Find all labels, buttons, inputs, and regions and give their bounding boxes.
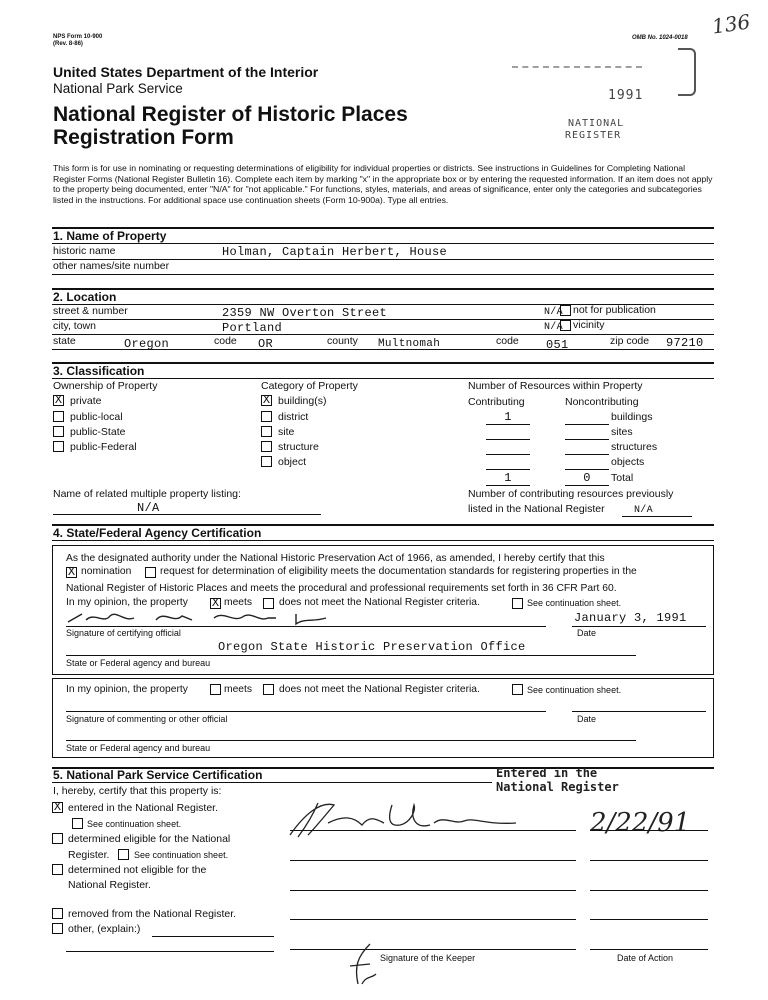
instructions-paragraph: This form is for use in nominating or requesting determinations of eligibility for individual properties or districts. See instructions in Guidelines for Completing National Register Forms (National Register Bulletin 16). Complete each item by marking "x" in the appropriate box or by entering the requested information. If an item does not apply to the property being documented, enter "N/A" for "not applicable." For functions, styles, materials, and areas of significance, enter only the categories and subcategories listed in the instructions. For additional space use continuation sheets (Form 10-900a). Type all entries.: [53, 163, 713, 206]
agency-label-2: State or Federal agency and bureau: [66, 743, 211, 753]
meets-label: meets: [224, 597, 253, 608]
contributing-buildings[interactable]: 1: [486, 410, 530, 425]
determined-not-eligible-checkbox[interactable]: [52, 864, 63, 875]
agency-value[interactable]: Oregon State Historic Preservation Office: [218, 640, 526, 654]
department-name: United States Department of the Interior: [53, 64, 319, 80]
keeper-initials: [340, 940, 380, 990]
category-heading: Category of Property: [261, 380, 358, 392]
not-for-publication-checkbox[interactable]: [560, 305, 571, 316]
ownership-public-local-checkbox[interactable]: [53, 411, 64, 422]
determined-not-eligible-label-1: determined not eligible for the: [68, 864, 207, 876]
see-continuation-label-4b: See continuation sheet.: [527, 685, 622, 695]
see-continuation-checkbox-4b[interactable]: [512, 684, 523, 695]
request-label: request for determination of eligibility meets the documentation standards for registering properties in the: [160, 566, 637, 577]
ownership-public-local-label: public-local: [70, 411, 123, 423]
form-number: NPS Form 10-900: [53, 34, 103, 40]
category-structure-checkbox[interactable]: [261, 441, 272, 452]
city-value[interactable]: Portland: [222, 321, 283, 335]
other-checkbox[interactable]: [52, 923, 63, 934]
opinion-label: In my opinion, the property: [66, 597, 188, 608]
noncontributing-heading: Noncontributing: [565, 396, 639, 408]
stamp-national: NATIONAL: [568, 118, 625, 129]
not-for-publication-label: not for publication: [573, 304, 656, 316]
opinion-label-2: In my opinion, the property: [66, 684, 188, 695]
determined-eligible-label-1: determined eligible for the National: [68, 833, 231, 845]
agency-label: State or Federal agency and bureau: [66, 658, 211, 668]
section-2-bar: [52, 288, 714, 305]
zip-value[interactable]: 97210: [666, 336, 704, 350]
previously-listed-label-2: listed in the National Register: [468, 503, 605, 515]
county-label: county: [327, 335, 358, 347]
determined-eligible-label-2: Register.: [68, 849, 110, 861]
street-value[interactable]: 2359 NW Overton Street: [222, 306, 388, 320]
county-code-value[interactable]: 051: [546, 338, 569, 352]
removed-checkbox[interactable]: [52, 908, 63, 919]
multiple-listing-label: Name of related multiple property listing:: [53, 488, 241, 500]
entered-checkbox[interactable]: X: [53, 800, 62, 814]
category-object-checkbox[interactable]: [261, 456, 272, 467]
previously-listed-value[interactable]: N/A: [622, 505, 692, 517]
date-of-action-label: Date of Action: [617, 953, 674, 963]
category-object-label: object: [278, 456, 307, 468]
ownership-private-label: private: [70, 395, 102, 407]
section-5-title: 5. National Park Service Certification: [53, 768, 263, 782]
res-row-total: Total: [611, 472, 634, 484]
commenting-signature-label: Signature of commenting or other official: [66, 714, 228, 724]
omb-number: OMB No. 1024-0018: [632, 35, 688, 41]
state-code-label: code: [214, 335, 237, 347]
multiple-listing-value[interactable]: N/A: [53, 501, 321, 515]
meets-checkbox-2[interactable]: [210, 684, 221, 695]
entered-continuation-checkbox[interactable]: [72, 818, 83, 829]
historic-name-value[interactable]: Holman, Captain Herbert, House: [222, 245, 448, 259]
historic-name-label: historic name: [53, 245, 116, 257]
removed-label: removed from the National Register.: [68, 908, 237, 920]
category-district-checkbox[interactable]: [261, 411, 272, 422]
ownership-public-federal-label: public-Federal: [70, 441, 137, 453]
meets-checkbox[interactable]: X: [211, 596, 220, 610]
other-label: other, (explain:): [68, 923, 141, 935]
res-row-sites: sites: [611, 426, 633, 438]
form-subtitle: Registration Form: [53, 126, 234, 149]
category-buildings-label: building(s): [278, 395, 327, 407]
does-not-meet-label: does not meet the National Register criteria.: [279, 597, 480, 608]
see-continuation-checkbox-4a[interactable]: [512, 598, 523, 609]
state-value[interactable]: Oregon: [124, 337, 170, 351]
stamp-year: 1991: [608, 88, 644, 103]
stamp-register: REGISTER: [565, 130, 622, 141]
county-value[interactable]: Multnomah: [378, 338, 441, 350]
county-code-label: code: [496, 335, 519, 347]
service-name: National Park Service: [53, 81, 183, 96]
vicinity-checkbox[interactable]: [560, 320, 571, 331]
vicinity-na: N/A: [544, 322, 563, 333]
section-2-title: 2. Location: [53, 290, 117, 304]
contributing-heading: Contributing: [468, 396, 525, 408]
ownership-public-state-label: public-State: [70, 426, 126, 438]
section-3-title: 3. Classification: [53, 364, 145, 378]
form-title: National Register of Historic Places: [53, 103, 408, 126]
certifying-signature-label: Signature of certifying official: [66, 628, 181, 638]
form-revision: (Rev. 8-86): [53, 41, 83, 47]
noncontributing-total[interactable]: 0: [565, 471, 609, 486]
ownership-private-checkbox[interactable]: X: [54, 393, 63, 407]
res-row-structures: structures: [611, 441, 658, 453]
certifying-date-value[interactable]: January 3, 1991: [574, 611, 687, 625]
determined-not-eligible-label-2: National Register.: [68, 879, 151, 891]
request-checkbox[interactable]: [145, 567, 156, 578]
entered-stamp-line2: National Register: [496, 780, 619, 794]
contributing-total[interactable]: 1: [486, 471, 530, 486]
determined-eligible-checkbox[interactable]: [52, 833, 63, 844]
does-not-meet-checkbox-2[interactable]: [263, 684, 274, 695]
ownership-heading: Ownership of Property: [53, 380, 158, 392]
section-4-title: 4. State/Federal Agency Certification: [53, 526, 262, 540]
city-label: city, town: [53, 320, 96, 332]
certifying-date-label: Date: [577, 628, 597, 638]
meets-label-2: meets: [224, 684, 253, 695]
other-names-label: other names/site number: [53, 260, 170, 272]
street-label: street & number: [53, 305, 128, 317]
section-3-bar: [52, 362, 714, 379]
nomination-checkbox[interactable]: X: [67, 565, 76, 579]
entered-stamp-line1: Entered in the: [496, 766, 598, 780]
state-code-value[interactable]: OR: [258, 337, 274, 351]
state-label: state: [53, 335, 76, 347]
res-row-buildings: buildings: [611, 411, 653, 423]
resources-heading: Number of Resources within Property: [468, 380, 643, 392]
vicinity-label: vicinity: [573, 319, 605, 331]
certify-statement: I, hereby, certify that this property is:: [53, 785, 222, 797]
eligible-continuation-checkbox[interactable]: [118, 849, 129, 860]
category-structure-label: structure: [278, 441, 319, 453]
does-not-meet-label-2: does not meet the National Register criteria.: [279, 684, 480, 695]
category-site-label: site: [278, 426, 295, 438]
keeper-date-value[interactable]: 2/22/91: [590, 808, 691, 838]
keeper-signature-label: Signature of the Keeper: [380, 953, 476, 963]
not-for-publication-na: N/A: [544, 307, 563, 318]
category-site-checkbox[interactable]: [261, 426, 272, 437]
res-row-objects: objects: [611, 456, 645, 468]
entered-label: entered in the National Register.: [68, 802, 219, 814]
entered-continuation-label: See continuation sheet.: [87, 819, 182, 829]
zip-label: zip code: [610, 335, 650, 347]
certifying-official-signature: [64, 608, 344, 628]
ownership-public-federal-checkbox[interactable]: [53, 441, 64, 452]
keeper-signature: [284, 795, 534, 845]
cert-paragraph-line1: As the designated authority under the National Historic Preservation Act of 1966, as amended, I hereby certify that this: [66, 553, 605, 564]
previously-listed-label-1: Number of contributing resources previously: [468, 488, 674, 500]
eligible-continuation-label: See continuation sheet.: [134, 850, 229, 860]
category-district-label: district: [278, 411, 309, 423]
cert-paragraph-line3: National Register of Historic Places and meets the procedural and professional requirements set forth in 36 CFR Part 60.: [66, 583, 617, 594]
commenting-date-label: Date: [577, 714, 597, 724]
handwritten-corner-mark: 136: [710, 9, 752, 39]
section-1-title: 1. Name of Property: [53, 229, 167, 243]
category-buildings-checkbox[interactable]: X: [262, 393, 271, 407]
ownership-public-state-checkbox[interactable]: [53, 426, 64, 437]
see-continuation-label-4a: See continuation sheet.: [527, 598, 622, 608]
nomination-label: nomination: [81, 566, 132, 577]
